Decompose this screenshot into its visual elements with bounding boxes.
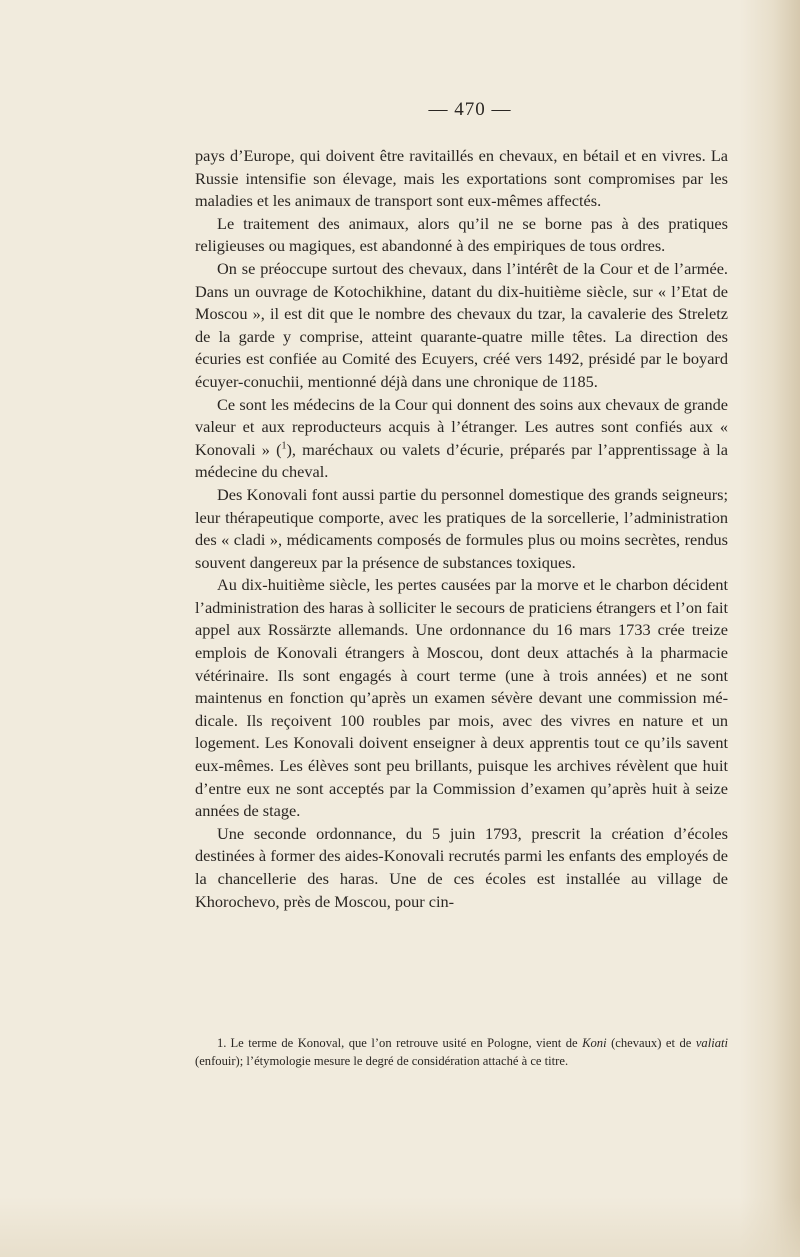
paragraph-1: pays d’Europe, qui doivent être ravitaillés en chevaux, en bétail et en vivres. La Russie intensifie son élevage, mais les exportations sont compromises par les maladies et les animaux de transport sont eux-mêmes affectés. <box>195 146 728 211</box>
footnote-text-a: Le terme de Konoval, que l’on retrouve usité en Pologne, vient de <box>230 1036 583 1050</box>
paragraph-2: Le traitement des animaux, alors qu’il ne se borne pas à des pratiques religieuses ou magiques, est abandonné à des empiriques de tous ordres. <box>195 213 728 256</box>
page-number: — 470 — <box>428 99 512 120</box>
paragraph-6: Au dix-huitième siècle, les pertes causées par la morve et le charbon décident l’administration des haras à solliciter le secours de praticiens étrangers et l’on fait appel aux Rossärzte allemands. Une ordonnance du 16 mars 1733 crée treize emplois de Konovali étrangers à Moscou, dont deux attachés à la pharmacie vétérinaire. Ils sont engagés à court terme (une à trois années) et ne sont maintenus en fonction qu’après un examen sévère devant une commission médicale. Ils reçoivent 100 roubles par mois, avec des vivres en nature et un logement. Les Konovali doivent enseigner à deux apprentis tout ce qu’ils savent eux-mêmes. Les élèves sont peu brillants, puisque les archives révèlent que huit d’entre eux ne sont acceptés par la Commission d’examen qu’après huit à seize années de stage. <box>195 575 728 821</box>
paragraph-4-text-after: ), maréchaux ou valets d’écurie, préparés par l’apprentissage à la médecine du cheval. <box>195 439 729 482</box>
page-edge-shadow <box>740 0 800 1257</box>
footnote-italic-koni: Koni <box>582 1036 607 1050</box>
footnote-text-c: (enfouir); l’étymologie mesure le degré de considération attaché à ce titre. <box>195 1053 569 1068</box>
paragraph-3: On se préoccupe surtout des chevaux, dans l’intérêt de la Cour et de l’armée. Dans un ouvrage de Kotochikhine, datant du dix-huitième siècle, sur « l’Etat de Moscou », il est dit que le nombre des chevaux du tzar, la cavalerie des Streletz de la garde y comprise, atteint quarante-quatre mille têtes. La direction des écuries est confiée au Comité des Ecuyers, créé vers 1492, présidé par le boyard écuyer-conuchii, mentionné déjà dans une chronique de 1185. <box>195 258 728 391</box>
footnote-reference: 1 <box>281 440 287 452</box>
body-text <box>195 145 728 913</box>
paragraph-4-text-before: Ce sont les médecins de la Cour qui donnent des soins aux chevaux de grande valeur et aux reproducteurs acquis à l’étranger. Les autres sont confiés aux « Konovali » ( <box>195 394 728 459</box>
page-bottom-shadow <box>0 1197 800 1257</box>
footnote <box>195 1035 728 1070</box>
paragraph-7: Une seconde ordonnance, du 5 juin 1793, prescrit la création d’écoles destinées à former des aides-Konovali recrutés parmi les enfants des employés de la chancellerie des haras. Une de ces écoles est installée au village de Khorochevo, près de Moscou, pour cin- <box>195 823 728 911</box>
footnote-italic-valiati: valiati <box>695 1036 728 1050</box>
footnote-text-b: (chevaux) et de <box>606 1036 696 1050</box>
paragraph-5: Des Konovali font aussi partie du personnel domestique des grands seigneurs; leur thérapeutique comporte, avec les pratiques de la sorcellerie, l’administration des « cladi », médicaments composés de formules plus ou moins secrètes, rendus souvent dangereux par la présence de substances toxiques. <box>195 484 728 572</box>
footnote-marker: 1. <box>217 1036 227 1050</box>
paragraph-4 <box>195 394 728 484</box>
